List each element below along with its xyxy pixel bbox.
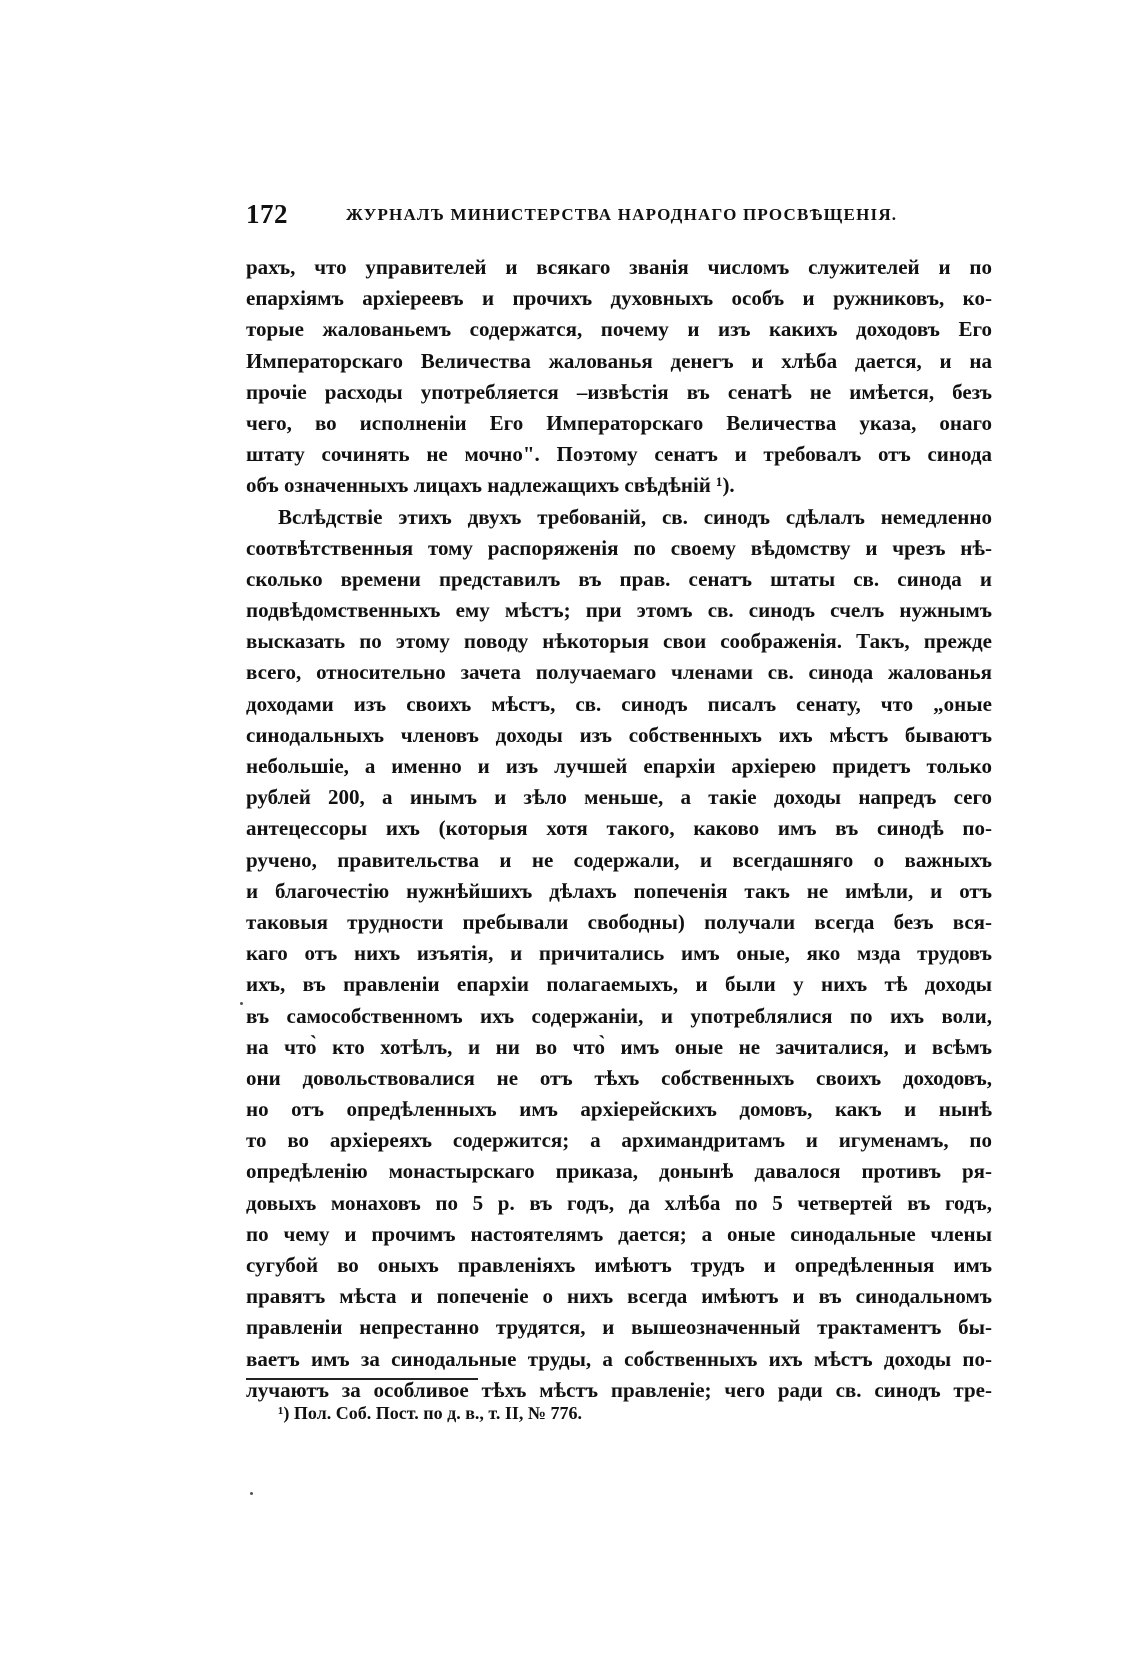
paragraph-start-line: Вслѣдствіе этихъ двухъ требованій, св. синодъ сдѣлалъ немедленно <box>278 504 992 529</box>
text-line: антецессоры ихъ (которыя хотя такого, каково имъ въ синодѣ по- <box>246 816 992 841</box>
text-line: подвѣдомственныхъ ему мѣстъ; при этомъ св. синодъ счелъ нужнымъ <box>246 598 992 623</box>
text-line: правленіи непрестанно трудятся, и вышеозначенный трактаментъ бы- <box>246 1315 992 1340</box>
text-line: епархіямъ архіереевъ и прочихъ духовныхъ особъ и ружниковъ, ко- <box>246 286 992 311</box>
text-line: прочіе расходы употребляется –извѣстія въ сенатѣ не имѣется, безъ <box>246 379 992 404</box>
text-line: сугубой во оныхъ правленіяхъ имѣютъ трудъ и опредѣленныя имъ <box>246 1253 992 1277</box>
text-line: ихъ, въ правленіи епархіи полагаемыхъ, и были у нихъ тѣ доходы <box>246 972 992 997</box>
text-line: Императорскаго Величества жалованья денегъ и хлѣба дается, и на <box>246 348 992 373</box>
text-line: по чему и прочимъ настоятелямъ дается; а оные синодальные члены <box>246 1221 992 1246</box>
text-line: и благочестію нужнѣйшихъ дѣлахъ попеченія такъ не имѣли, и отъ <box>246 878 992 903</box>
text-line: опредѣленію монастырскаго приказа, донынѣ давалося противъ ря- <box>246 1159 992 1184</box>
text-line: синодальныхъ членовъ доходы изъ собственныхъ ихъ мѣстъ бываютъ <box>246 722 992 747</box>
text-line: рублей 200, а инымъ и зѣло меньше, а такіе доходы напредъ сего <box>246 785 992 810</box>
text-line: торые жалованьемъ содержатся, почему и изъ какихъ доходовъ Его <box>246 317 992 342</box>
text-line: таковыя трудности пребывали свободны) получали всегда безъ вся- <box>246 909 992 934</box>
footnote-divider <box>246 1378 478 1380</box>
text-line: чего, во исполненіи Его Императорскаго Величества указа, онаго <box>246 410 992 435</box>
text-line: въ самособственномъ ихъ содержаніи, и употреблялися по ихъ воли, <box>246 1003 992 1028</box>
page-number: 172 <box>246 199 288 229</box>
main-text <box>246 252 992 1406</box>
text-line: каго отъ нихъ изъятія, и причитались имъ оные, яко мзда трудовъ <box>246 941 992 966</box>
text-line: соотвѣтственныя тому распоряженія по своему вѣдомству и чрезъ нѣ- <box>246 535 992 560</box>
text-line: то во архіереяхъ содержится; а архимандритамъ и игуменамъ, по <box>246 1128 992 1153</box>
text-line: штату сочинять не мочно". Поэтому сенатъ и требовалъ отъ синода <box>246 442 992 467</box>
text-line: на что̀ кто хотѣлъ, и ни во что̀ имъ оные не зачиталися, и всѣмъ <box>246 1034 992 1059</box>
scan-speck <box>250 1492 253 1495</box>
text-line: всего, относительно зачета получаемаго членами св. синода жалованья <box>246 660 992 685</box>
text-line: довыхъ монаховъ по 5 р. въ годъ, да хлѣба по 5 четвертей въ годъ, <box>246 1190 992 1215</box>
text-line: они довольствовалися не отъ тѣхъ собственныхъ своихъ доходовъ, <box>246 1065 992 1090</box>
page-header <box>246 198 981 238</box>
text-line: высказать по этому поводу нѣкоторыя свои соображенія. Такъ, прежде <box>246 629 992 654</box>
footnote: ¹) Пол. Соб. Пост. по д. в., т. II, № 776. <box>278 1403 583 1423</box>
running-title: ЖУРНАЛЪ МИНИСТЕРСТВА НАРОДНАГО ПРОСВѢЩЕНІЯ. <box>346 205 898 224</box>
scan-speck <box>240 1002 243 1005</box>
text-line: рахъ, что управителей и всякаго званія числомъ служителей и по <box>246 255 992 279</box>
text-line: доходами изъ своихъ мѣстъ, св. синодъ писалъ сенату, что „оные <box>246 691 992 716</box>
text-line: лучаютъ за особливое тѣхъ мѣстъ правленіе; чего ради св. синодъ тре- <box>246 1377 992 1402</box>
text-line: ручено, правительства и не содержали, и всегдашняго о важныхъ <box>246 847 992 872</box>
text-line: небольшіе, а именно и изъ лучшей епархіи архіерею придетъ только <box>246 754 992 778</box>
text-line: ваетъ имъ за синодальные труды, а собственныхъ ихъ мѣстъ доходы по- <box>246 1346 992 1371</box>
text-line: правятъ мѣста и попеченіе о нихъ всегда имѣютъ и въ синодальномъ <box>246 1284 992 1309</box>
text-line: но отъ опредѣленныхъ имъ архіерейскихъ домовъ, какъ и нынѣ <box>246 1097 992 1122</box>
paragraph-end-line: объ означенныхъ лицахъ надлежащихъ свѣдѣній ¹). <box>246 473 735 498</box>
text-line: сколько времени представилъ въ прав. сенатъ штаты св. синода и <box>246 566 992 591</box>
